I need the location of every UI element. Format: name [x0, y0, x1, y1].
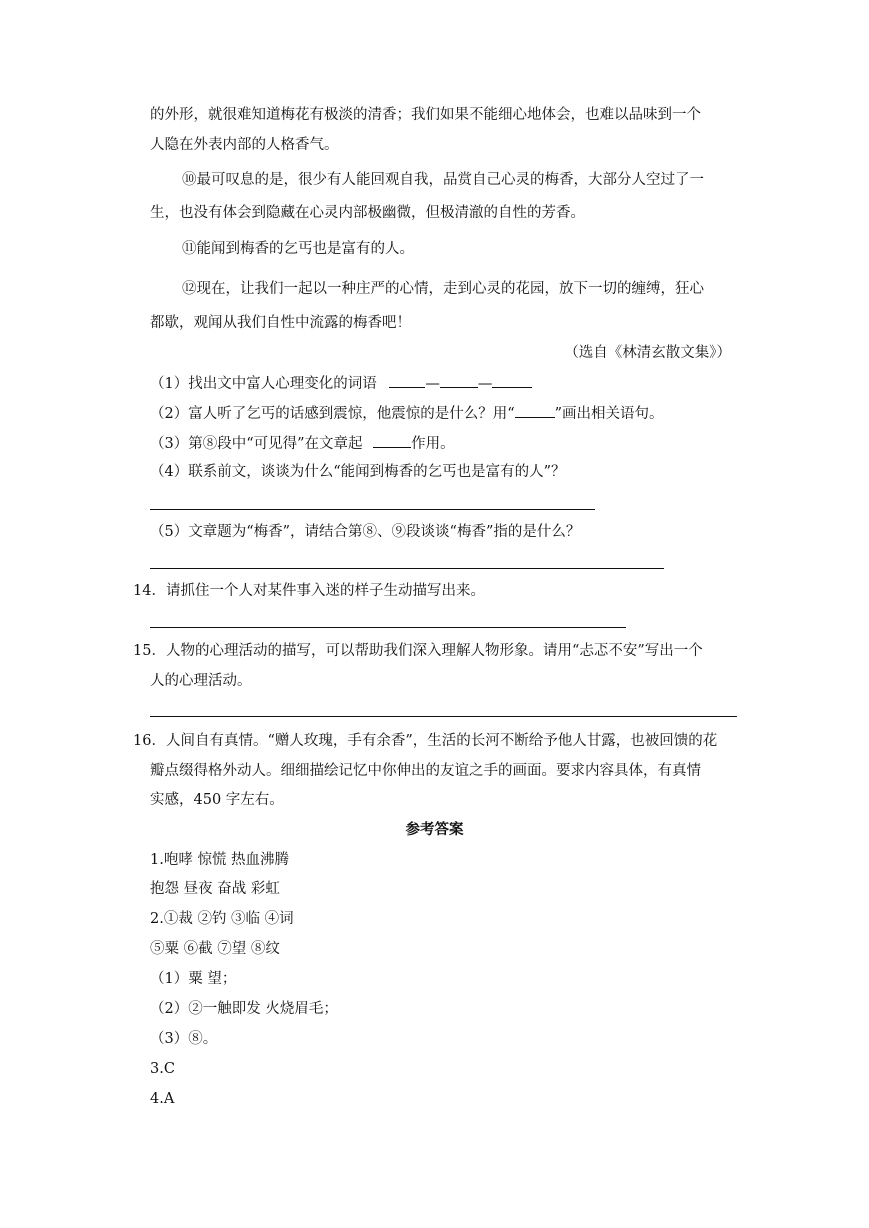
- answer-blank[interactable]: [440, 373, 478, 388]
- answer-item: （1）粟 望；: [150, 971, 237, 987]
- answer-line[interactable]: [150, 716, 737, 717]
- answer-item: ⑤粟 ⑥截 ⑦望 ⑧纹: [150, 941, 280, 957]
- source-citation: （选自《林清玄散文集》）: [564, 345, 731, 361]
- question-5: （5）文章题为“梅香”，请结合第⑧、⑨段谈谈“梅香”指的是什么？: [150, 524, 581, 540]
- answer-blank[interactable]: [373, 433, 411, 448]
- dash: —: [425, 376, 440, 392]
- question-3: [150, 433, 455, 454]
- question-4: （4）联系前文，谈谈为什么“能闻到梅香的乞丐也是富有的人”？: [150, 464, 566, 480]
- answer-line[interactable]: [150, 568, 664, 569]
- answer-item: 2.①裁 ②钓 ③临 ④词: [150, 911, 294, 927]
- question-2: [150, 403, 664, 424]
- question-3-text-end: 作用。: [411, 436, 455, 452]
- paragraph-10-line: 生，也没有体会到隐藏在心灵内部极幽微，但极清澈的自性的芳香。: [150, 205, 585, 221]
- answers-heading: 参考答案: [405, 821, 464, 838]
- answer-blank[interactable]: [492, 373, 532, 388]
- question-14: 14．请抓住一个人对某件事入迷的样子生动描写出来。: [133, 583, 485, 599]
- passage-line: 人隐在外表内部的人格香气。: [150, 137, 339, 153]
- answer-item: 1.咆哮 惊慌 热血沸腾: [150, 852, 290, 868]
- answer-blank[interactable]: [389, 373, 425, 388]
- question-16-line: 16．人间自有真情。“赠人玫瑰，手有余香”，生活的长河不断给予他人甘露，也被回馈的花: [133, 733, 718, 749]
- dash: —: [477, 376, 493, 392]
- answer-item: 抱怨 昼夜 奋战 彩虹: [150, 881, 280, 897]
- underline-sample: [515, 403, 555, 418]
- answer-item: 3.C: [150, 1061, 175, 1077]
- paragraph-10-line: ⑩最可叹息的是，很少有人能回观自我，品赏自己心灵的梅香，大部分人空过了一: [182, 172, 704, 188]
- question-1-text: （1）找出文中富人心理变化的词语: [150, 376, 377, 392]
- question-1: [150, 373, 532, 394]
- question-15-line: 人的心理活动。: [150, 673, 252, 689]
- answer-item: （2）②一触即发 火烧眉毛；: [150, 1001, 338, 1017]
- passage-line: 的外形，就很难知道梅花有极淡的清香；我们如果不能细心地体会，也难以品味到一个: [150, 107, 701, 123]
- answer-line[interactable]: [150, 509, 595, 510]
- answer-item: （3）⑧。: [150, 1031, 218, 1047]
- answer-line[interactable]: [150, 627, 626, 628]
- paragraph-12-line: ⑫现在，让我们一起以一种庄严的心情，走到心灵的花园，放下一切的缠缚，狂心: [182, 281, 704, 297]
- paragraph-11: ⑪能闻到梅香的乞丐也是富有的人。: [182, 241, 414, 257]
- question-3-text: （3）第⑧段中“可见得”在文章起: [150, 436, 363, 452]
- question-16-line: 实感，450 字左右。: [150, 792, 284, 808]
- question-16-line: 瓣点缀得格外动人。细细描绘记忆中你伸出的友谊之手的画面。要求内容具体，有真情: [150, 763, 701, 779]
- question-2-text: （2）富人听了乞丐的话感到震惊，他震惊的是什么？用“: [150, 406, 515, 422]
- paragraph-12-line: 都歇，观闻从我们自性中流露的梅香吧！: [150, 315, 411, 331]
- question-15-line: 15．人物的心理活动的描写，可以帮助我们深入理解人物形象。请用“忐忑不安”写出一个: [133, 643, 703, 659]
- question-2-text-end: ”画出相关语句。: [554, 406, 664, 422]
- answer-item: 4.A: [150, 1091, 175, 1107]
